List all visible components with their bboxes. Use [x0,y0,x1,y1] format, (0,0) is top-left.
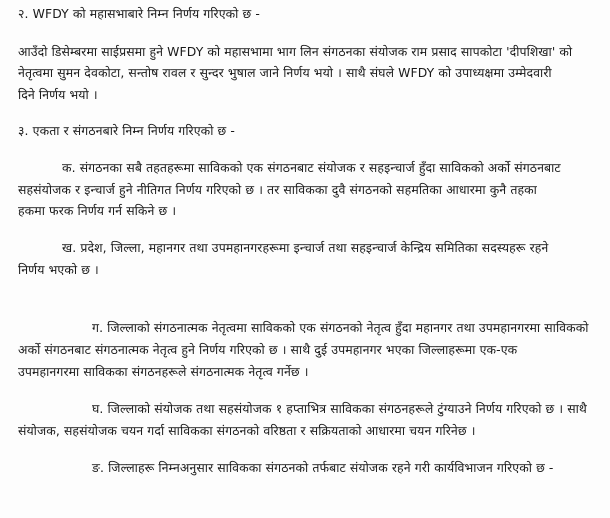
section-2-heading: २. WFDY को महासभाबारे निम्न निर्णय गरिएको छ - [18,6,260,21]
section-2-line-2: नेतृत्वमा सुमन देवकोटा, सन्तोष रावल र सुन्दर भुषाल जाने निर्णय भयो । साथै संघले WFDY को उपाध्यक्षमा उम्मेदवारी [18,65,552,80]
item-kha-line-1: ख. प्रदेश, जिल्ला, महानगर तथा उपमहानगरहरूमा इन्चार्ज तथा सहइन्चार्ज केन्द्रिय समितिका सदस्यहरू रहने [62,240,549,255]
item-ga-line-1: ग. जिल्लाको संगठनात्मक नेतृत्वमा साविकको एक संगठनको नेतृत्व हुँदा महानगर तथा उपमहानगरमा साविकको [92,320,589,335]
section-3-heading: ३. एकता र संगठनबारे निम्न निर्णय गरिएको छ - [18,123,235,138]
item-ka-line-1: क. संगठनका सबै तहतहरूमा साविकको एक संगठनबाट संयोजक र सहइन्चार्ज हुँदा साविकको अर्को संगठनबाट [62,160,561,175]
item-ka-line-2: सहसंयोजक र इन्चार्ज हुने नीतिगत निर्णय गरिएको छ । तर साविकका दुवै संगठनको सहमतिका आधारमा कुनै तहका [18,182,537,197]
item-nga-line-1: ङ. जिल्लाहरू निम्नअनुसार साविकका संगठनको तर्फबाट संयोजक रहने गरी कार्यविभाजन गरिएको छ - [92,460,554,475]
item-gha-line-2: संयोजक, सहसंयोजक चयन गर्दा साविकका संगठनको वरिष्ठता र सक्रियताको आधारमा चयन गरिनेछ । [18,423,476,438]
item-gha-line-1: घ. जिल्लाको संयोजक तथा सहसंयोजक १ हप्ताभित्र साविकका संगठनहरूले टुंग्याउने निर्णय गरिएको छ । साथै [92,401,587,416]
item-kha-line-2: निर्णय भएको छ । [18,262,99,277]
section-2-line-3: दिने निर्णय भयो । [18,87,98,102]
item-ka-line-3: हकमा फरक निर्णय गर्न सकिने छ । [18,203,177,218]
section-2-line-1: आउँदो डिसेम्बरमा साईप्रसमा हुने WFDY को महासभामा भाग लिन संगठनका संयोजक राम प्रसाद सापकोटा 'दीपशिखा' को [18,44,573,59]
item-ga-line-2: अर्को संगठनबाट संगठनात्मक नेतृत्व हुने निर्णय गरिएको छ । साथै दुई उपमहानगर भएका जिल्लाहरूमा एक-एक [18,342,518,357]
item-ga-line-3: उपमहानगरमा साविकका संगठनहरूले संगठनात्मक नेतृत्व गर्नेछ । [18,364,309,379]
